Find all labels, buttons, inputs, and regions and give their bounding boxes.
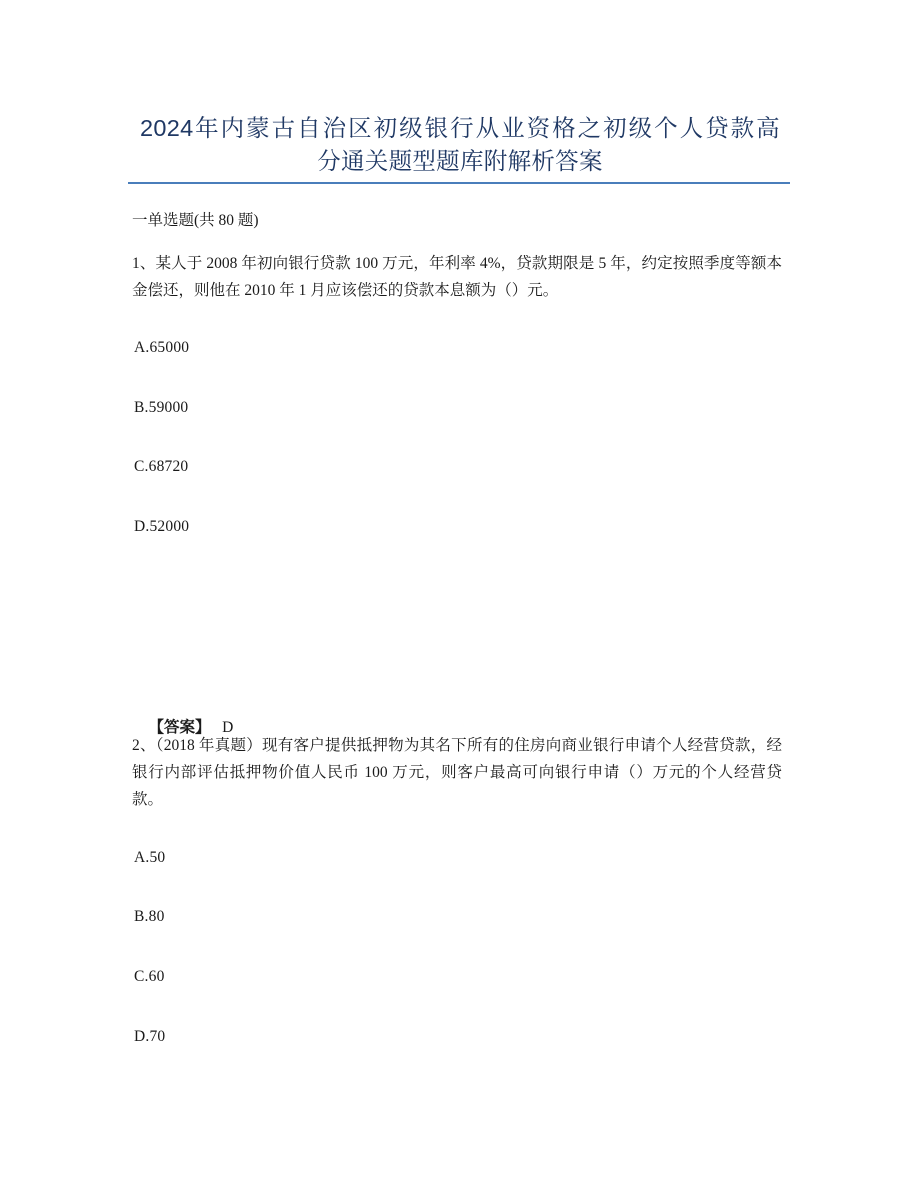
answer-value: D: [222, 719, 234, 736]
question-text: 1、某人于 2008 年初向银行贷款 100 万元，年利率 4%，贷款期限是 5 年，约定按照季度等额本金偿还，则他在 2010 年 1 月应该偿还的贷款本息额为（）元。: [132, 255, 782, 299]
question-option: D.70: [134, 1028, 166, 1045]
page-title-line-1: 2024年内蒙古自治区初级银行从业资格之初级个人贷款高: [140, 115, 780, 141]
question-option: C.68720: [134, 458, 189, 475]
question-option: A.50: [134, 849, 166, 866]
title-divider: [128, 182, 790, 184]
question-option: D.52000: [134, 518, 190, 535]
question-option: B.80: [134, 908, 165, 925]
question-option: A.65000: [134, 339, 190, 356]
section-heading: 一单选题(共 80 题): [132, 212, 259, 229]
question-option: B.59000: [134, 399, 189, 416]
page-title-line-2: 分通关题型题库附解析答案: [317, 148, 603, 174]
question-option: C.60: [134, 968, 165, 985]
question-text: 2、（2018 年真题）现有客户提供抵押物为其名下所有的住房向商业银行申请个人经营贷款，经银行内部评估抵押物价值人民币 100 万元，则客户最高可向银行申请（）万元的个人经营贷款。: [132, 737, 782, 808]
answer-label: 【答案】: [148, 719, 211, 736]
page-title: [140, 112, 780, 178]
